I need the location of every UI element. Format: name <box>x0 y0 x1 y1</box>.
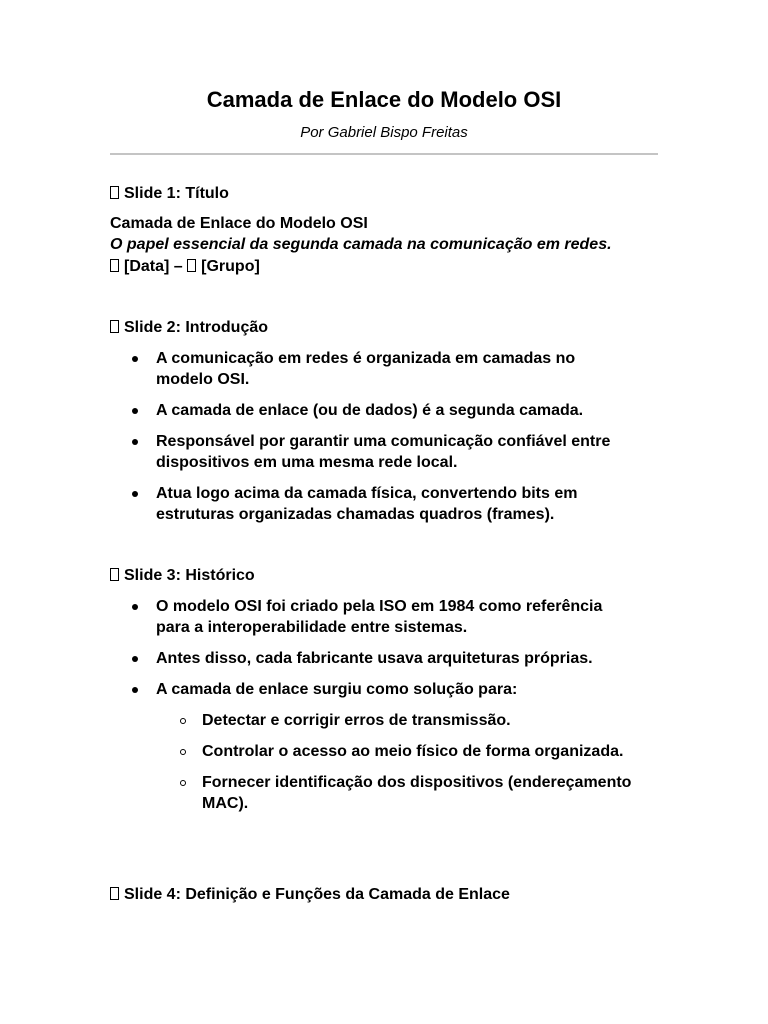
calendar-icon <box>110 259 119 272</box>
sub-list-item: Fornecer identificação dos dispositivos (endereçamento MAC). <box>202 774 632 812</box>
group-icon <box>187 259 196 272</box>
bullet-icon <box>132 439 138 445</box>
slide1-heading <box>110 183 229 204</box>
sub-bullet-icon <box>180 780 186 786</box>
horizontal-divider <box>110 153 658 155</box>
bullet-icon <box>132 604 138 610</box>
bullet-icon <box>132 491 138 497</box>
list-item: A camada de enlace (ou de dados) é a segunda camada. <box>156 402 584 419</box>
sub-bullet-icon <box>180 749 186 755</box>
slide1-heading-text: Slide 1: Título <box>124 185 229 202</box>
sub-list-item: Detectar e corrigir erros de transmissão. <box>202 712 511 729</box>
list-item: Antes disso, cada fabricante usava arquiteturas próprias. <box>156 650 593 667</box>
list-item: Responsável por garantir uma comunicação confiável entre dispositivos em uma mesma rede local. <box>156 433 611 471</box>
slide4-heading <box>110 884 510 905</box>
bullet-icon <box>132 687 138 693</box>
missing-glyph-icon <box>110 320 119 333</box>
slide3-heading-text: Slide 3: Histórico <box>124 567 255 584</box>
sub-bullet-icon <box>180 718 186 724</box>
author-line: Por Gabriel Bispo Freitas <box>300 124 468 141</box>
list-item: A camada de enlace surgiu como solução para: <box>156 681 518 698</box>
slide1-main-title: Camada de Enlace do Modelo OSI <box>110 215 368 232</box>
page-title: Camada de Enlace do Modelo OSI <box>206 87 562 112</box>
slide4-heading-text: Slide 4: Definição e Funções da Camada de Enlace <box>124 886 510 903</box>
list-item: Atua logo acima da camada física, convertendo bits em estruturas organizadas chamadas quadros (frames). <box>156 485 578 523</box>
separator-dash: – <box>173 258 183 275</box>
slide1-date-group-line <box>110 256 260 277</box>
missing-glyph-icon <box>110 568 119 581</box>
bullet-icon <box>132 408 138 414</box>
list-item: O modelo OSI foi criado pela ISO em 1984 como referência para a interoperabilidade entre sistemas. <box>156 598 603 636</box>
slide1-subtitle: O papel essencial da segunda camada na comunicação em redes. <box>110 236 612 253</box>
slide2-heading-text: Slide 2: Introdução <box>124 319 269 336</box>
missing-glyph-icon <box>110 186 119 199</box>
slide3-heading <box>110 565 255 586</box>
slide2-heading <box>110 317 268 338</box>
bullet-icon <box>132 656 138 662</box>
bullet-icon <box>132 356 138 362</box>
missing-glyph-icon <box>110 887 119 900</box>
group-placeholder: [Grupo] <box>201 258 260 275</box>
sub-list-item: Controlar o acesso ao meio físico de forma organizada. <box>202 743 624 760</box>
list-item: A comunicação em redes é organizada em camadas no modelo OSI. <box>156 350 576 388</box>
date-placeholder: [Data] <box>124 258 170 275</box>
